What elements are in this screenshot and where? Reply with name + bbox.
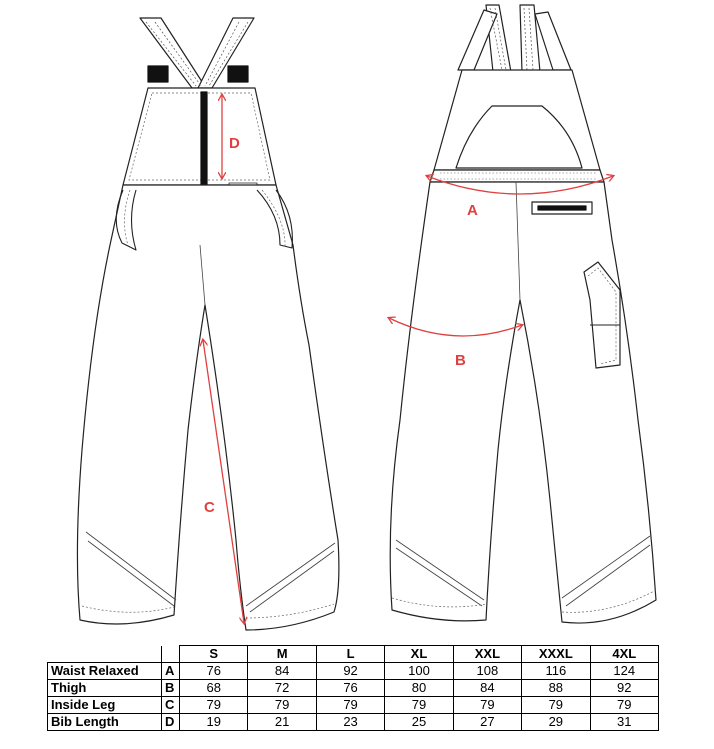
table-cell: 72 <box>248 680 316 697</box>
table-cell: 124 <box>590 663 658 680</box>
header-blank-code <box>162 646 180 663</box>
table-row <box>48 697 659 714</box>
table-cell: 76 <box>316 680 384 697</box>
table-cell: 79 <box>522 697 590 714</box>
table-row <box>48 663 659 680</box>
table-cell: 19 <box>180 714 248 731</box>
row-code: A <box>162 663 180 680</box>
right-strap-buckle <box>228 66 248 82</box>
table-cell: 76 <box>180 663 248 680</box>
back-trousers <box>390 182 656 623</box>
left-strap-buckle <box>148 66 168 82</box>
table-cell: 79 <box>180 697 248 714</box>
row-code: B <box>162 680 180 697</box>
measure-label-b: B <box>455 352 466 369</box>
table-cell: 79 <box>590 697 658 714</box>
table-cell: 23 <box>316 714 384 731</box>
measure-label-c: C <box>204 499 215 516</box>
table-cell: 68 <box>180 680 248 697</box>
row-label: Waist Relaxed <box>48 663 162 680</box>
table-cell: 29 <box>522 714 590 731</box>
table-cell: 84 <box>248 663 316 680</box>
size-header: XXXL <box>522 646 590 663</box>
table-cell: 25 <box>385 714 453 731</box>
row-label: Thigh <box>48 680 162 697</box>
table-row <box>48 714 659 731</box>
table-row <box>48 680 659 697</box>
front-view <box>77 18 338 630</box>
table-cell: 79 <box>248 697 316 714</box>
front-trousers <box>77 185 338 630</box>
size-header: 4XL <box>590 646 658 663</box>
table-cell: 100 <box>385 663 453 680</box>
size-header: M <box>248 646 316 663</box>
table-cell: 108 <box>453 663 521 680</box>
row-label: Bib Length <box>48 714 162 731</box>
size-header: S <box>180 646 248 663</box>
size-header: XXL <box>453 646 521 663</box>
table-cell: 92 <box>590 680 658 697</box>
row-label: Inside Leg <box>48 697 162 714</box>
table-cell: 80 <box>385 680 453 697</box>
table-cell: 88 <box>522 680 590 697</box>
header-blank <box>48 646 162 663</box>
table-cell: 79 <box>316 697 384 714</box>
size-chart-table <box>47 645 659 731</box>
table-cell: 31 <box>590 714 658 731</box>
table-cell: 21 <box>248 714 316 731</box>
table-cell: 116 <box>522 663 590 680</box>
size-header: XL <box>385 646 453 663</box>
table-cell: 79 <box>385 697 453 714</box>
size-header-row <box>48 646 659 663</box>
size-header: L <box>316 646 384 663</box>
table-cell: 84 <box>453 680 521 697</box>
row-code: C <box>162 697 180 714</box>
table-cell: 92 <box>316 663 384 680</box>
back-view <box>390 5 656 623</box>
table-cell: 79 <box>453 697 521 714</box>
measure-label-a: A <box>467 202 478 219</box>
table-cell: 27 <box>453 714 521 731</box>
measure-label-d: D <box>229 135 240 152</box>
row-code: D <box>162 714 180 731</box>
